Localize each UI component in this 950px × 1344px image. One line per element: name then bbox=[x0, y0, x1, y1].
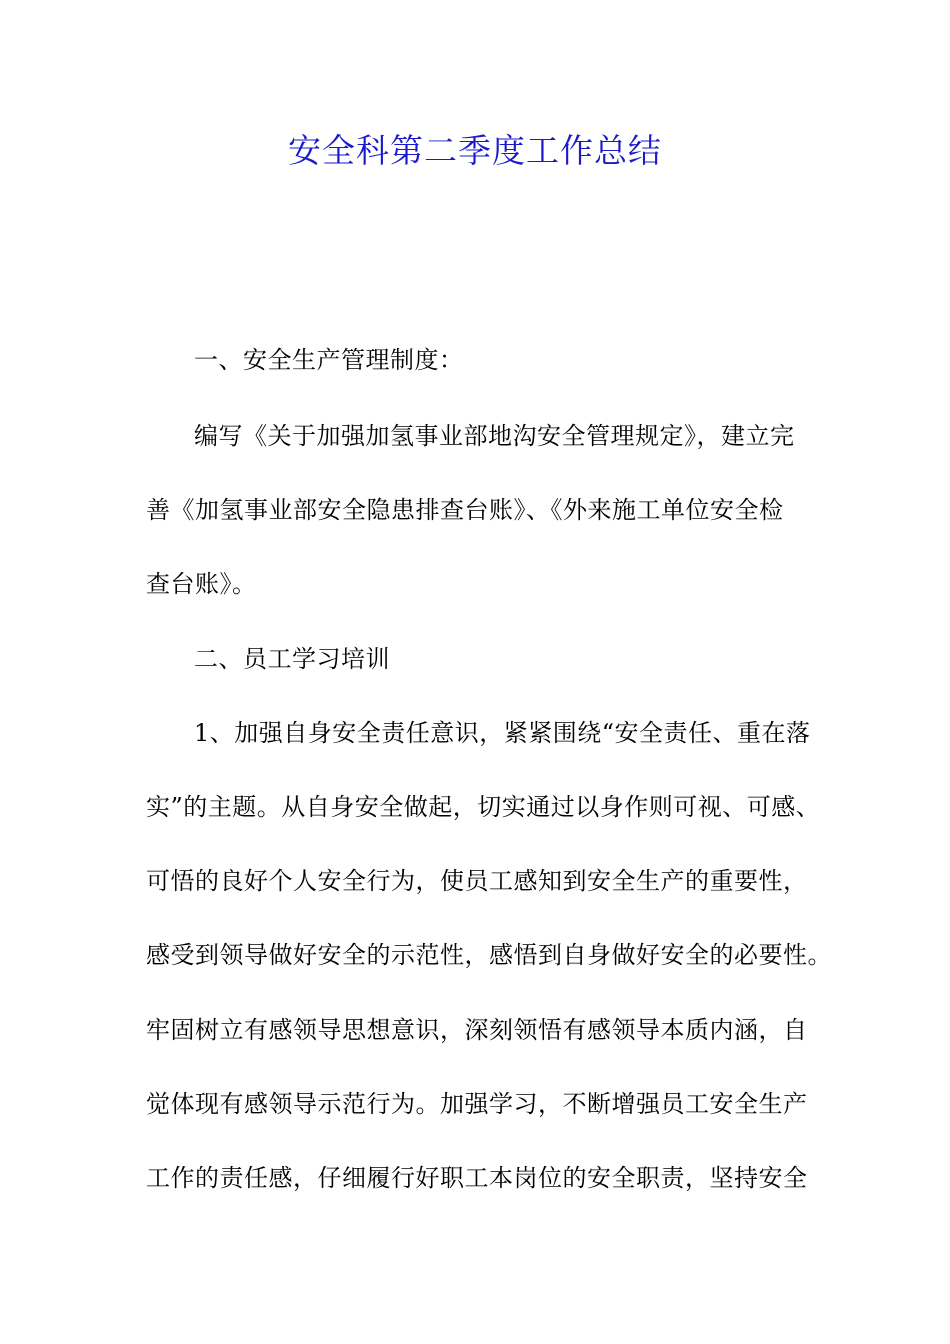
paragraph-line: 实”的主题。从自身安全做起，切实通过以身作则可视、可感、 bbox=[146, 793, 821, 821]
paragraph-line: 编写《关于加强加氢事业部地沟安全管理规定》，建立完 bbox=[194, 422, 795, 450]
section-heading-staff-training: 二、员工学习培训 bbox=[194, 645, 390, 673]
paragraph-line: 查台账》。 bbox=[146, 570, 257, 598]
paragraph-line: 工作的责任感，仔细履行好职工本岗位的安全职责，坚持安全 bbox=[146, 1164, 808, 1192]
paragraph-line: 1、加强自身安全责任意识，紧紧围绕“安全责任、重在落 bbox=[194, 719, 811, 747]
document-title: 安全科第二季度工作总结 bbox=[288, 131, 662, 170]
paragraph-line: 可悟的良好个人安全行为，使员工感知到安全生产的重要性， bbox=[146, 867, 808, 895]
paragraph-line: 觉体现有感领导示范行为。加强学习，不断增强员工安全生产 bbox=[146, 1090, 808, 1118]
paragraph-line: 牢固树立有感领导思想意识，深刻领悟有感领导本质内涵，自 bbox=[146, 1016, 808, 1044]
section-heading-safety-management: 一、安全生产管理制度： bbox=[194, 346, 464, 374]
paragraph-line: 感受到领导做好安全的示范性，感悟到自身做好安全的必要性。 bbox=[146, 941, 832, 969]
paragraph-line: 善《加氢事业部安全隐患排查台账》、《外来施工单位安全检 bbox=[146, 496, 784, 524]
